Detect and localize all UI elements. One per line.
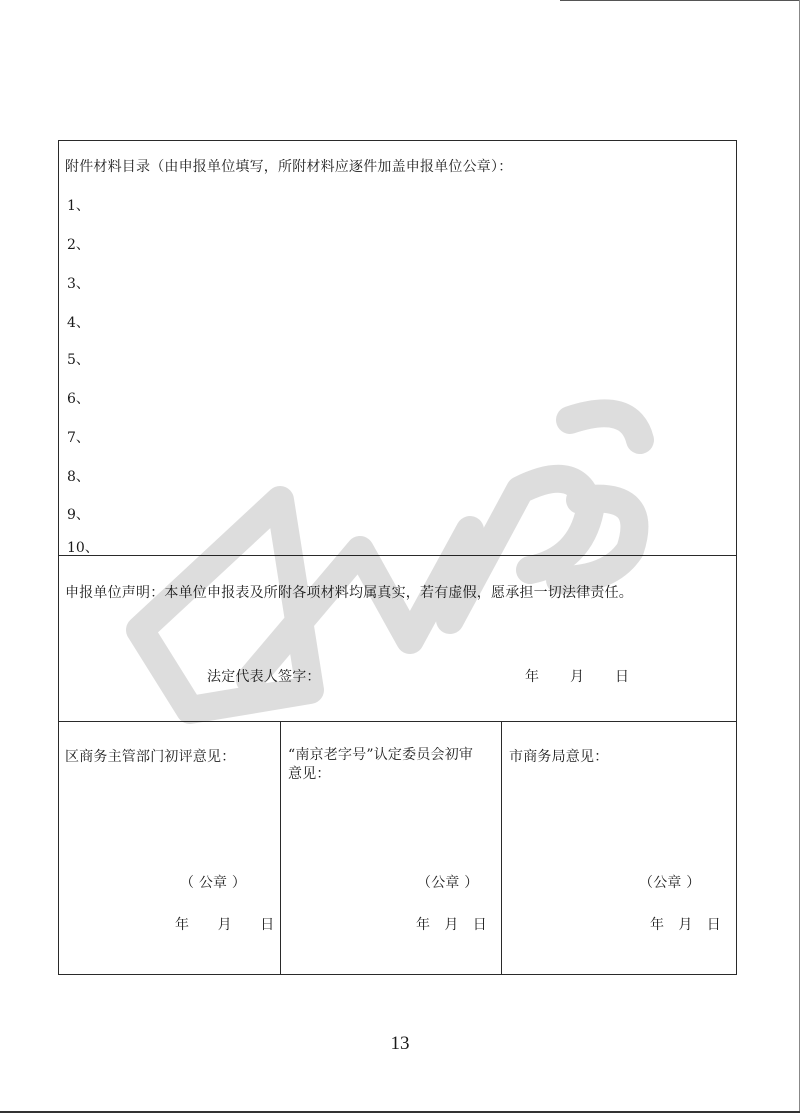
declaration-text: 申报单位声明：本单位申报表及所附各项材料均属真实，若有虚假，愿承担一切法律责任。: [65, 585, 633, 601]
page-number: 13: [390, 1033, 410, 1054]
attachment-item-3[interactable]: 3、: [67, 276, 90, 292]
district-opinion-title: 区商务主管部门初评意见：: [65, 749, 236, 765]
district-seal-label: （ 公章 ）: [180, 875, 247, 891]
committee-opinion-title-line2: 意见：: [288, 766, 331, 782]
attachment-item-5[interactable]: 5、: [67, 352, 90, 368]
district-date: 年 月 日: [175, 917, 275, 933]
signature-label: 法定代表人签字：: [207, 669, 321, 685]
attachment-item-1[interactable]: 1、: [67, 198, 90, 214]
attachment-item-6[interactable]: 6、: [67, 391, 90, 407]
divider-opinions: [59, 721, 736, 722]
application-form-table: [58, 140, 737, 975]
city-bureau-opinion-title: 市商务局意见：: [509, 749, 609, 765]
city-bureau-seal-label: （公章 ）: [639, 875, 701, 891]
scan-edge-top: [560, 0, 800, 1]
divider-opinion-1-2: [280, 721, 281, 974]
attachment-item-9[interactable]: 9、: [67, 507, 90, 523]
divider-opinion-2-3: [501, 721, 502, 974]
attachment-item-8[interactable]: 8、: [67, 469, 90, 485]
declaration-date: 年 月 日: [525, 669, 630, 685]
committee-opinion-title: “南京老字号”认定委员会初审: [288, 747, 474, 763]
attachment-item-10[interactable]: 10、: [67, 540, 99, 556]
attachment-item-7[interactable]: 7、: [67, 430, 90, 446]
attachments-heading: 附件材料目录（由申报单位填写，所附材料应逐件加盖申报单位公章）：: [65, 159, 513, 175]
committee-date: 年 月 日: [416, 917, 487, 933]
attachment-item-2[interactable]: 2、: [67, 237, 90, 253]
divider-declaration: [59, 555, 736, 556]
city-bureau-date: 年 月 日: [650, 917, 721, 933]
committee-seal-label: （公章 ）: [417, 875, 479, 891]
attachment-item-4[interactable]: 4、: [67, 315, 90, 331]
